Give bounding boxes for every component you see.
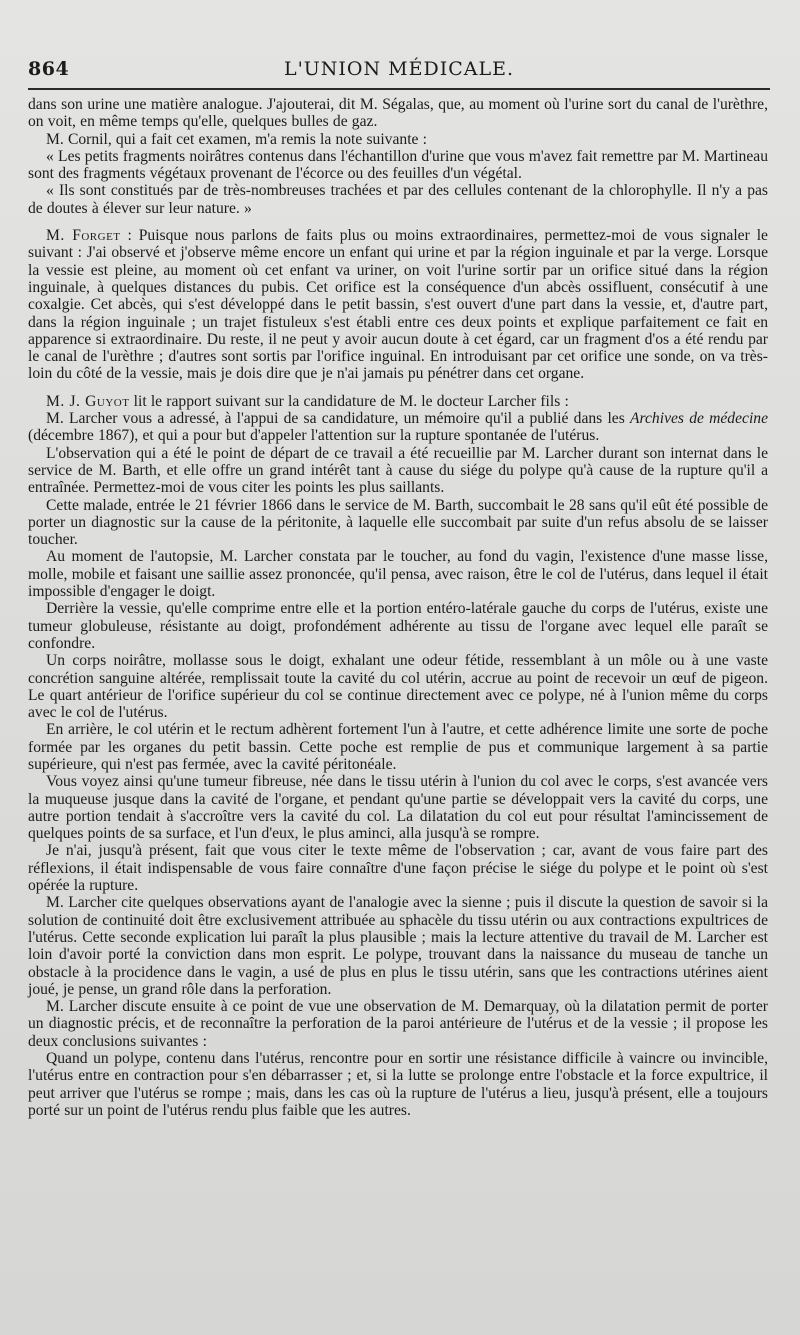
paragraph: M. Cornil, qui a fait cet examen, m'a remis la note suivante : [46,130,427,148]
header-rule [28,88,770,90]
paragraph: Un corps noirâtre, mollasse sous le doigt, exhalant une odeur fétide, ressemblant à un môle ou à une vaste concrétion sanguine altérée, remplissait toute la cavité du col utérin, accrue au point de recevoir un œuf de pigeon. Le quart antérieur de l'orifice supérieur du col se continue directement avec ce polype, né à l'union même du corps avec le col de l'utérus. [28,652,768,722]
body-text [28,96,768,1119]
paragraph: Cette malade, entrée le 21 février 1866 dans le service de M. Barth, succombait le 28 sans qu'il eût été possible de porter un diagnostic sur la cause de la péritonite, à laquelle elle succombait par suite d'un refus absolu de se laisser toucher. [28,496,768,549]
paragraph-text: lit le rapport suivant sur la candidature de M. le docteur Larcher fils : [129,392,569,410]
paragraph: M. Larcher discute ensuite à ce point de vue une observation de M. Demarquay, où la dilatation permit de porter un diagnostic précis, et de reconnaître la perforation de la paroi antérieure de l'utérus et de la vessie ; il propose les deux conclusions suivantes : [28,998,768,1050]
paragraph [28,227,768,383]
paragraph: Je n'ai, jusqu'à présent, fait que vous citer le texte même de l'observation ; car, avant de vous faire part des réflexions, il était indispensable de vous faire connaître d'une façon précise le siége du polype et le point où s'est opérée la rupture. [28,842,768,895]
paragraph [28,410,768,445]
paragraph: En arrière, le col utérin et le rectum adhèrent fortement l'un à l'autre, et cette adhérence limite une sorte de poche formée par les organes du petit bassin. Cette poche est remplie de pus et communique largement à sa partie supérieure, qui n'est pas fermée, avec la cavité péritonéale. [28,721,768,773]
paragraph: Derrière la vessie, qu'elle comprime entre elle et la portion entéro-latérale gauche du corps de l'utérus, existe une tumeur globuleuse, résistante au doigt, profondément adhérente au tissu de l'organe avec lequel elle paraît se confondre. [28,600,768,652]
paragraph: L'observation qui a été le point de départ de ce travail a été recueillie par M. Larcher durant son internat dans le service de M. Barth, et elle offre un grand intérêt tant à cause du siége du polype qu'à cause de la rupture qu'il a entraînée. Permettez-moi de vous citer les points les plus saillants. [28,444,768,497]
paragraph: Quand un polype, contenu dans l'utérus, rencontre pour en sortir une résistance difficile à vaincre ou invincible, l'utérus entre en contraction pour s'en débarrasser ; et, si la lutte se prolonge entre l'obstacle et la force expultrice, il peut arriver que l'utérus se rompe ; mais, dans les cas où la rupture de l'utérus a lieu, jusqu'à présent, elle a toujours porté sur un point de l'utérus rendu plus faible que les autres. [28,1050,768,1119]
speaker-name: M. Forget [46,227,121,245]
speaker-name: M. J. Guyot [46,392,130,410]
paragraph: M. Larcher cite quelques observations ayant de l'analogie avec la sienne ; puis il discute la question de savoir si la solution de continuité doit être exclusivement attribuée au sphacèle du tissu utérin ou aux contractions expultrices de l'utérus. Cette seconde explication lui paraît la plus plausible ; mais la lecture attentive du travail de M. Larcher est loin d'avoir porté la conviction dans mon esprit. Le polype, trouvant dans la naissance du museau de tanche un obstacle à la procidence dans le vagin, a usé de plus en plus le tissu utérin, sans que les contractions utérines aient joué, je pense, un grand rôle dans la perforation. [28,894,768,998]
paragraph: Vous voyez ainsi qu'une tumeur fibreuse, née dans le tissu utérin à l'union du col avec le corps, s'est avancée vers la muqueuse jusque dans la cavité de l'organe, et pendant qu'une partie se développait vers la cavité du corps, une autre portion tendait à s'accroître vers la cavité du col. La dilatation du col eut pour résultat l'amincissement de quelques points de sa surface, et l'un d'eux, le plus aminci, alla jusqu'à se rompre. [28,773,768,843]
journal-title: Archives de médecine [630,410,768,428]
paragraph-text: : Puisque nous parlons de faits plus ou moins extraordinaires, permettez-moi de vous signaler le suivant : J'ai observé et j'observe même encore un enfant qui urine et par la région inguinale et par la verge. Lorsque la vessie est pleine, au moment où cet enfant va uriner, on voit l'urine sortir par un orifice situé dans la région inguinale, à quelques distances du pubis. Cet orifice est la conséquence d'un abcès ossifluent, consécutif à une coxalgie. Cet abcès, qui s'est développé dans le petit bassin, s'est ouvert d'une part dans la vessie, et, d'autre part, dans la région inguinale ; un trajet fistuleux s'est établi entre ces deux points et explique parfaitement ce fait en apparence si extraordinaire. Du reste, il ne peut y avoir aucun doute à cet égard, car un fragment d'os a été rendu par le canal de l'urèthre ; d'autres sont sortis par l'orifice inguinal. En introduisant par cet orifice une sonde, on va très-loin du côté de la vessie, mais je dois dire que je n'ai jamais pu pénétrer dans cet organe. [28,227,768,383]
paragraph: dans son urine une matière analogue. J'ajouterai, dit M. Ségalas, que, au moment où l'urine sort du canal de l'urèthre, on voit, en même temps qu'elle, quelques bulles de gaz. [28,96,768,131]
page-number: 864 [28,58,70,80]
paragraph: Au moment de l'autopsie, M. Larcher constata par le toucher, au fond du vagin, l'existence d'une masse lisse, molle, mobile et faisant une saillie assez prononcée, qu'il pensa, avec raison, être le col de l'utérus, dans lequel il était impossible d'engager le doigt. [28,548,768,601]
page-header [28,58,770,84]
paragraph-text: (décembre 1867), et qui a pour but d'appeler l'attention sur la rupture spontanée de l'utérus. [28,427,600,445]
paragraph: « Les petits fragments noirâtres contenus dans l'échantillon d'urine que vous m'avez fait remettre par M. Martineau sont des fragments végétaux provenant de l'écorce ou des feuilles d'un végétal. [28,147,768,183]
paragraph-text: M. Larcher vous a adressé, à l'appui de sa candidature, un mémoire qu'il a publié dans les [46,410,630,428]
paragraph [28,393,768,410]
paragraph: « Ils sont constitués par de très-nombreuses trachées et par des cellules contenant de la chlorophylle. Il n'y a pas de doutes à élever sur leur nature. » [28,182,768,217]
running-head: L'UNION MÉDICALE. [283,58,515,80]
